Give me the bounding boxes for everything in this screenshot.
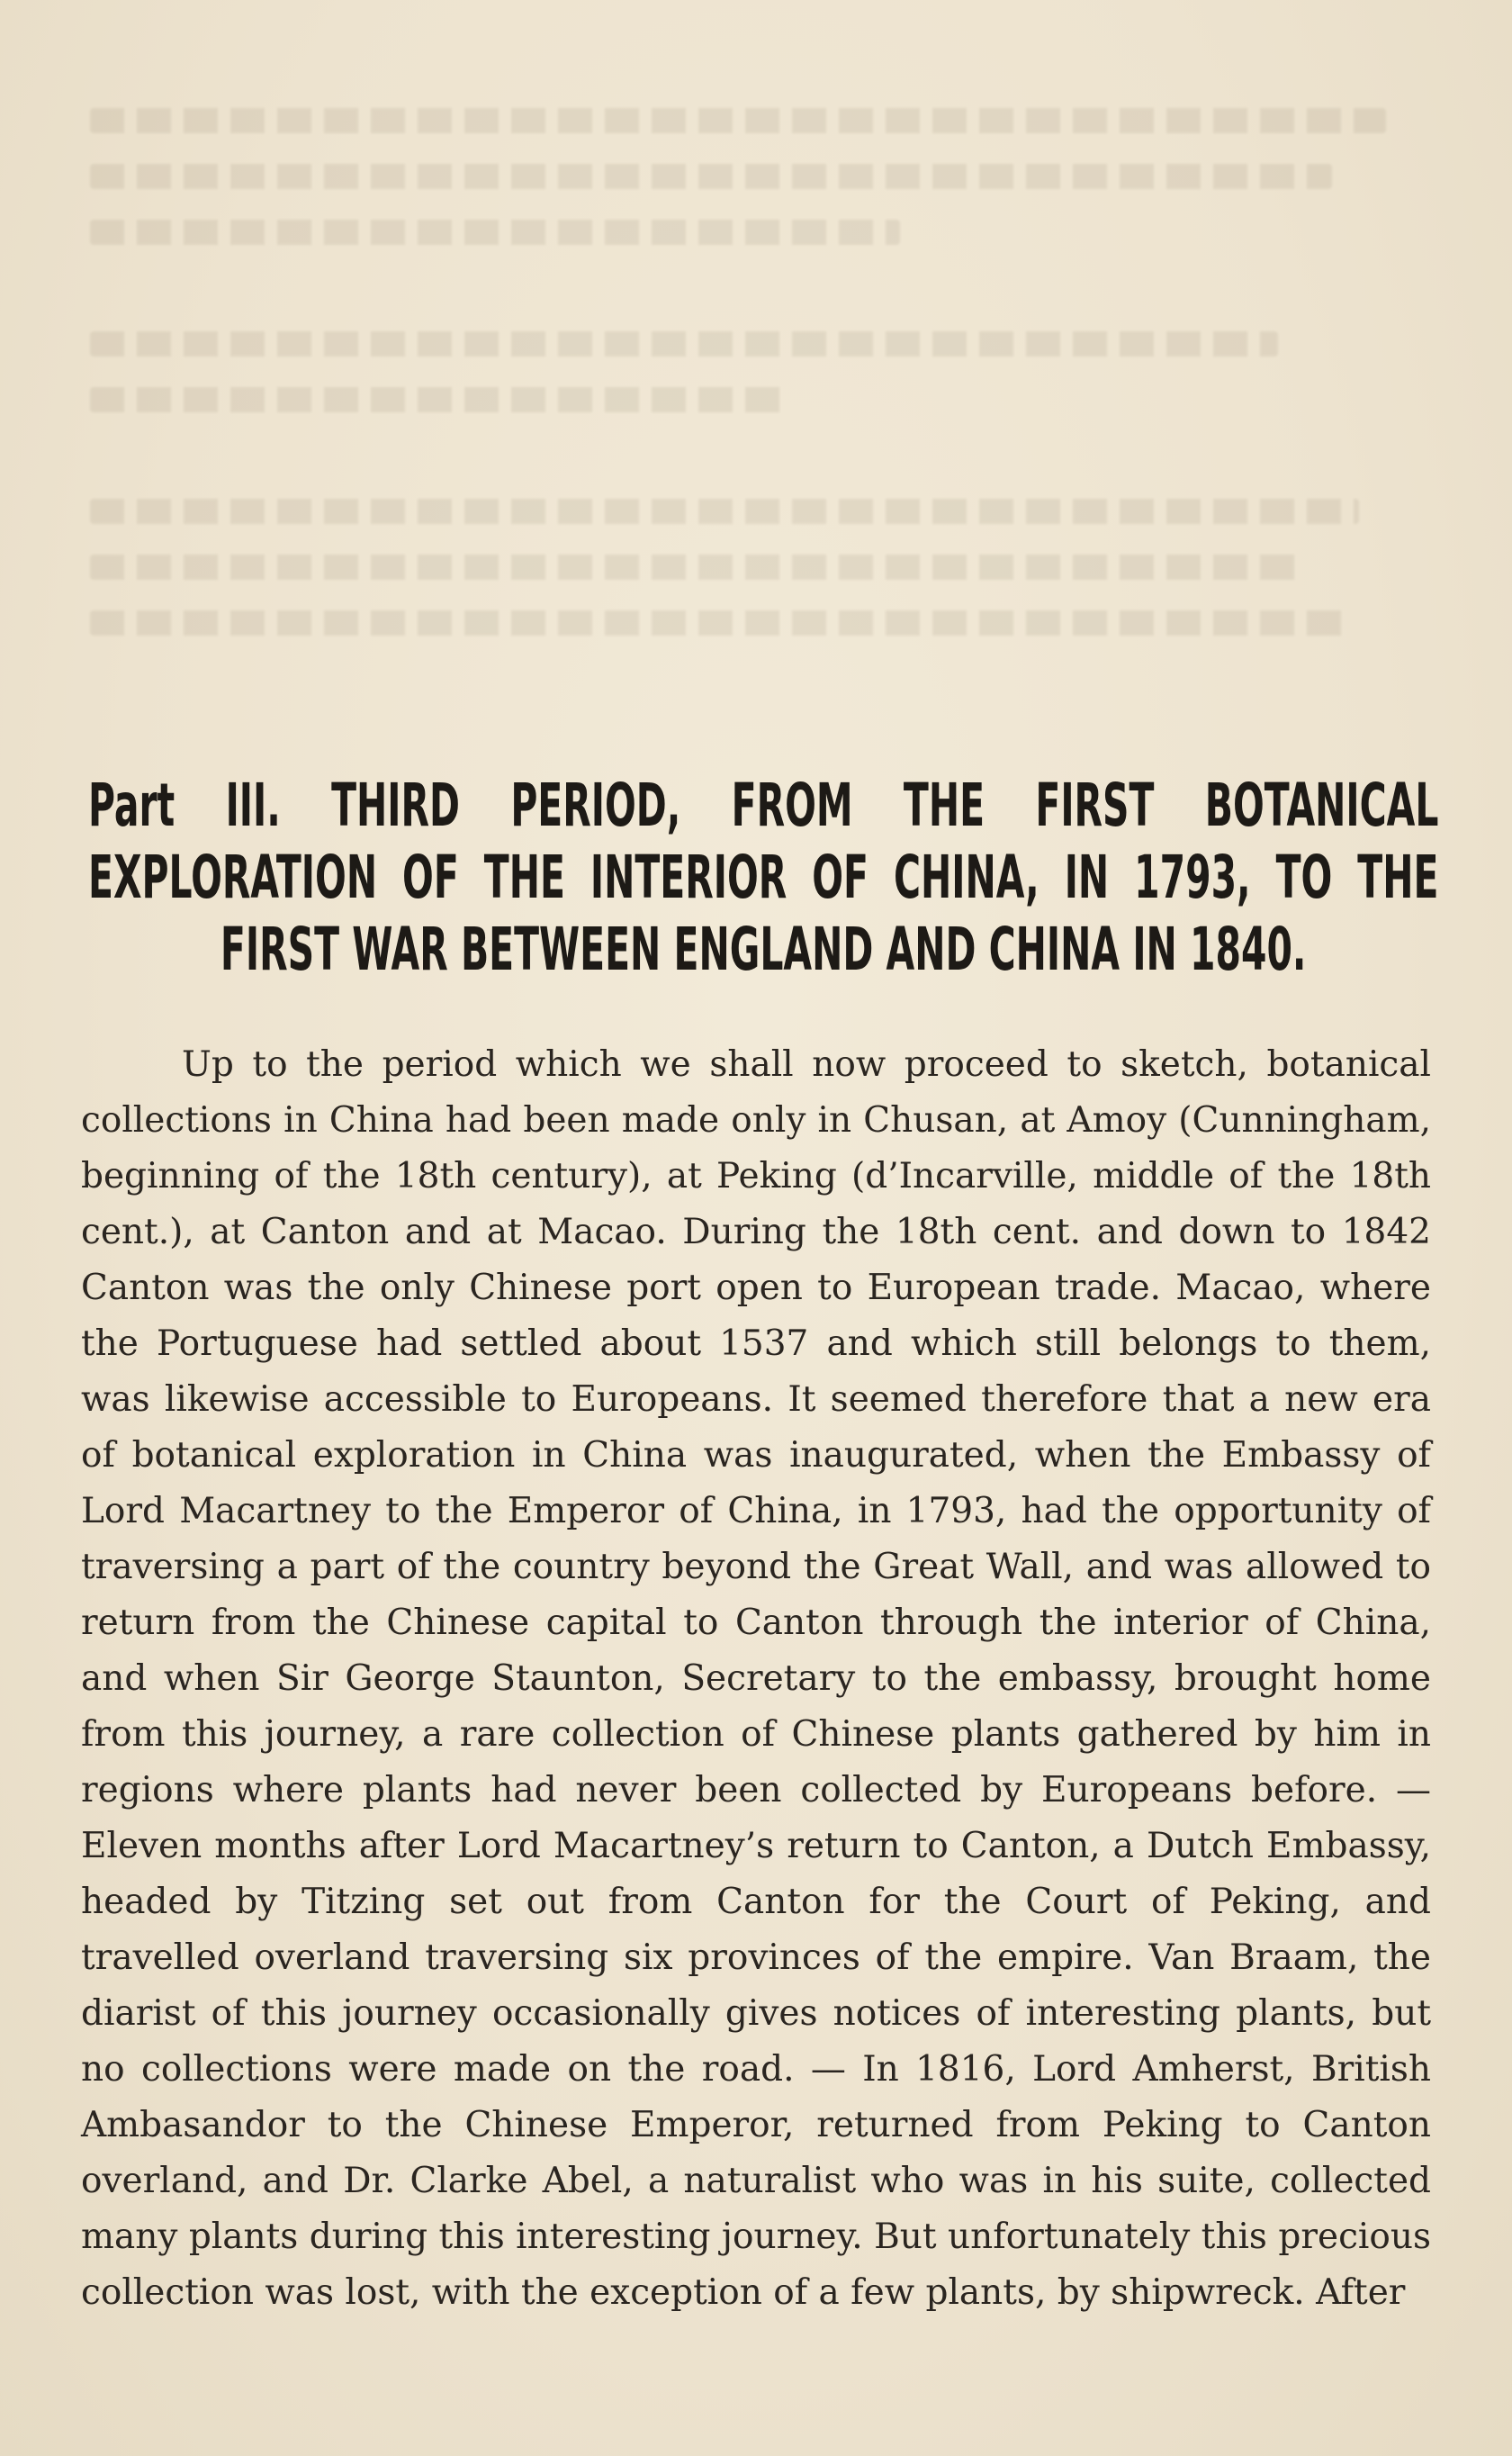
body-paragraph: Up to the period which we shall now proceed to sketch, botanical collections in China had been made only in Chusan, at Amoy (Cunningham, beginning of the 18th century), at Peking (d’Incarville, middle of the 18th cent.), at Canton and at Macao. During the 18th cent. and down to 1842 Canton was the only Chinese port open to European trade. Macao, where the Portuguese had settled about 1537 and which still belongs to them, was likewise accessible to Europeans. It seemed therefore that a new era of botanical exploration in China was inaugurated, when the Embassy of Lord Macartney to the Emperor of China, in 1793, had the opportunity of traversing a part of the country beyond the Great Wall, and was allowed to return from the Chinese capital to Canton through the interior of China, and when Sir George Staunton, Secretary to the embassy, brought home from this journey, a rare collection of Chinese plants gathered by him in regions where plants had never been collected by Europeans before. — Eleven months after Lord Macartney’s return to Canton, a Dutch Embassy, headed by Titzing set out from Canton for the Court of Peking, and travelled overland traversing six provinces of the empire. Van Braam, the diarist of this journey occasionally gives notices of interesting plants, but no collections were made on the road. — In 1816, Lord Amherst, British Ambasandor to the Chinese Emperor, returned from Peking to Canton overland, and Dr. Clarke Abel, a naturalist who was in his suite, collected many plants during this interesting journey. But unfortunately this precious collection was lost, with the exception of a few plants, by shipwreck. After <box>81 1044 1431 2313</box>
show-through-text <box>90 108 1440 693</box>
section-heading: Part III. THIRD PERIOD, FROM THE FIRST BOTANICAL EXPLORATION OF THE INTERIOR OF CHINA, IN 1793, TO THE FIRST WAR BETWEEN ENGLAND AND CHINA IN 1840. <box>88 771 1439 984</box>
